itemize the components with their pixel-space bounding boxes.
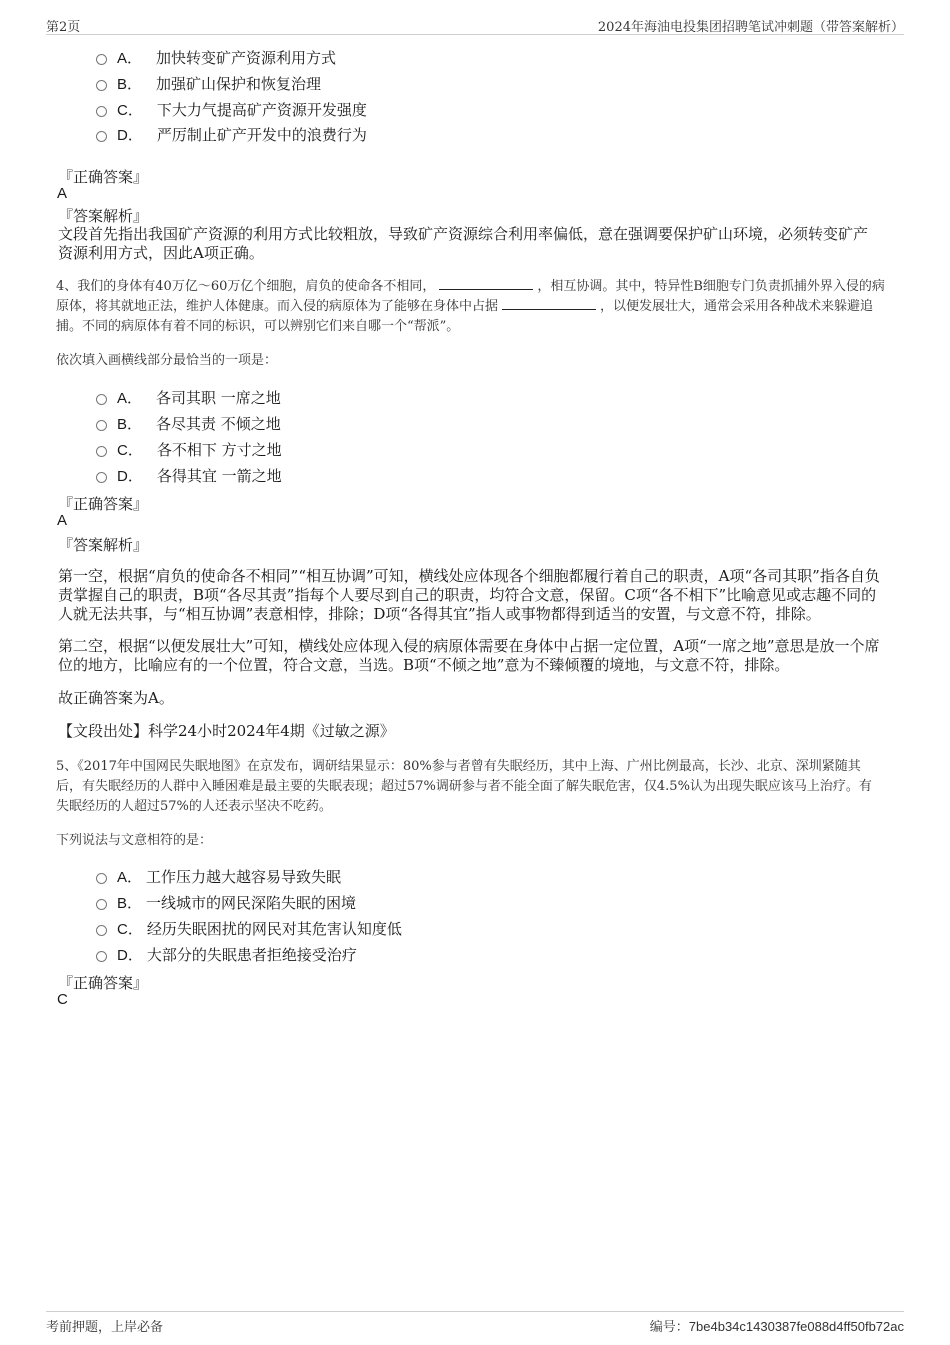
radio-icon[interactable] — [96, 925, 107, 936]
radio-icon[interactable] — [96, 899, 107, 910]
q5-stem-line2: 后，有失眠经历的人群中入睡困难是最主要的失眠表现；超过57%调研参与者不能全面了解失眠危害，仅4.5%认为出现失眠应该马上治疗。有 — [56, 779, 872, 794]
q4-option-d[interactable]: D． 各得其宜 一箭之地 — [96, 465, 282, 486]
q5-stem-line1: 5、《2017年中国网民失眠地图》在京发布，调研结果显示：80%参与者曾有失眠经历，其中上海、广州比例最高，长沙、北京、深圳紧随其 — [56, 759, 861, 774]
radio-icon[interactable] — [96, 106, 107, 117]
q3-option-a[interactable]: A． 加快转变矿产资源利用方式 — [96, 47, 336, 68]
radio-icon[interactable] — [96, 873, 107, 884]
fill-blank-1 — [439, 277, 533, 290]
radio-icon[interactable] — [96, 394, 107, 405]
radio-icon[interactable] — [96, 446, 107, 457]
q3-option-c[interactable]: C． 下大力气提高矿产资源开发强度 — [96, 99, 367, 120]
q4-stem-line3: 捕。不同的病原体有着不同的标识，可以辨别它们来自哪一个“帮派”。 — [56, 319, 460, 334]
document-title: 2024年海油电投集团招聘笔试冲刺题（带答案解析） — [597, 20, 904, 35]
q5-answer-label: 『正确答案』 — [58, 974, 149, 992]
q4-para1-line2: 责掌握自己的职责，B项“各尽其责”指每个人要尽到自己的职责，均符合文意，保留。C项“各不相下”比喻意见或志趣不同的 — [58, 586, 877, 604]
q5-option-a[interactable]: A． 工作压力越大越容易导致失眠 — [96, 866, 341, 887]
q3-analysis-line2: 资源利用方式，因此A项正确。 — [58, 244, 264, 262]
q4-option-c[interactable]: C． 各不相下 方寸之地 — [96, 439, 282, 460]
q5-option-b[interactable]: B． 一线城市的网民深陷失眠的困境 — [96, 892, 356, 913]
q3-answer: A — [57, 185, 68, 202]
q4-para2-line2: 位的地方，比喻应有的一个位置，符合文意，当选。B项“不倾之地”意为不臻倾覆的境地，与文意不符，排除。 — [58, 656, 790, 674]
page-footer — [46, 1311, 904, 1338]
q3-option-b[interactable]: B． 加强矿山保护和恢复治理 — [96, 73, 321, 94]
q4-para1-line1: 第一空，根据“肩负的使命各不相同”“相互协调”可知，横线处应体现各个细胞都履行着自己的职责，A项“各司其职”指各自负 — [58, 567, 880, 585]
radio-icon[interactable] — [96, 54, 107, 65]
radio-icon[interactable] — [96, 951, 107, 962]
q4-option-a[interactable]: A． 各司其职 一席之地 — [96, 387, 281, 408]
q5-option-c[interactable]: C． 经历失眠困扰的网民对其危害认知度低 — [96, 918, 402, 939]
q5-stem-line3: 失眠经历的人超过57%的人还表示坚决不吃药。 — [56, 799, 332, 814]
radio-icon[interactable] — [96, 131, 107, 142]
q4-analysis-label: 『答案解析』 — [58, 536, 149, 554]
q4-stem-line1: 4、我们的身体有40万亿～60万亿个细胞，肩负的使命各不相同， ，相互协调。其中，特异性B细胞专门负责抓捕外界入侵的病 — [56, 279, 885, 294]
q4-para2-line1: 第二空，根据“以便发展壮大”可知，横线处应体现入侵的病原体需要在身体中占据一定位置，A项“一席之地”意思是放一个席 — [58, 637, 880, 655]
q3-analysis-label: 『答案解析』 — [58, 207, 149, 225]
q4-prompt: 依次填入画横线部分最恰当的一项是： — [56, 353, 278, 368]
q5-prompt: 下列说法与文意相符的是： — [56, 833, 213, 848]
page-number: 第2页 — [46, 20, 81, 35]
q4-stem-line2: 原体，将其就地正法，维护人体健康。而入侵的病原体为了能够在身体中占据 ，以便发展壮大，通常会采用各种战术来躲避追 — [56, 299, 874, 314]
q5-option-d[interactable]: D． 大部分的失眠患者拒绝接受治疗 — [96, 944, 357, 965]
radio-icon[interactable] — [96, 472, 107, 483]
q4-answer-label: 『正确答案』 — [58, 495, 149, 513]
radio-icon[interactable] — [96, 420, 107, 431]
q4-source: 【文段出处】科学24小时2024年4期《过敏之源》 — [58, 722, 395, 740]
q3-analysis-line1: 文段首先指出我国矿产资源的利用方式比较粗放，导致矿产资源综合利用率偏低，意在强调要保护矿山环境，必须转变矿产 — [58, 225, 869, 243]
page-header — [46, 14, 904, 35]
q4-answer: A — [57, 512, 68, 529]
footer-slogan: 考前押题，上岸必备 — [46, 1320, 164, 1335]
q4-para1-line3: 人就无法共事，与“相互协调”表意相悖，排除；D项“各得其宜”指人或事物都得到适当的安置，与文意不符，排除。 — [58, 605, 821, 623]
document-code: 编号：7be4b34c1430387fe088d4ff50fb72ac — [649, 1319, 904, 1335]
q5-answer: C — [57, 991, 68, 1008]
radio-icon[interactable] — [96, 80, 107, 91]
q4-para3: 故正确答案为A。 — [58, 689, 174, 707]
q3-option-d[interactable]: D． 严厉制止矿产开发中的浪费行为 — [96, 124, 367, 145]
fill-blank-2 — [502, 297, 596, 310]
q3-answer-label: 『正确答案』 — [58, 168, 149, 186]
q4-option-b[interactable]: B． 各尽其责 不倾之地 — [96, 413, 281, 434]
